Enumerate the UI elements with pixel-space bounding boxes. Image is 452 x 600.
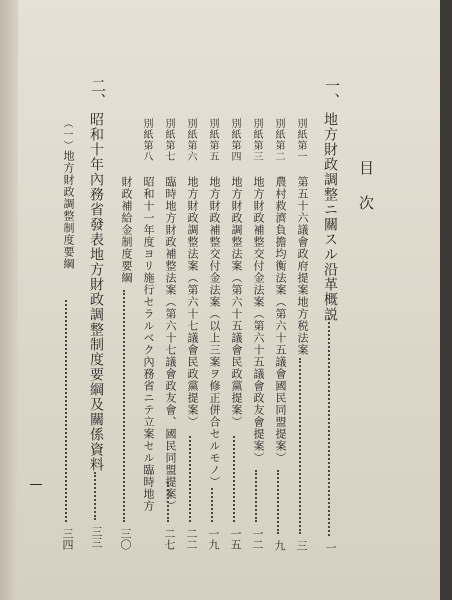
- leader-dots: [189, 436, 191, 522]
- item-8-text-cont: 財政補給金制度要綱: [120, 176, 133, 284]
- item-2-text: 農村救濟負擔均衡法案（第六十五議會國民同盟提案）: [274, 176, 287, 464]
- item-1-page: 三: [295, 540, 308, 551]
- leader-dots: [277, 470, 279, 534]
- leader-dots: [233, 436, 235, 522]
- item-7-page: 二七: [163, 528, 176, 550]
- section-2-heading: 昭和十年內務省發表地方財政調整制度要綱及關係資料: [88, 112, 104, 472]
- subitem-1-page: 三四: [61, 528, 74, 550]
- section-1-numeral: 一、: [323, 78, 341, 108]
- item-6-label: 別紙第六: [185, 118, 196, 162]
- item-2-label: 別紙第二: [273, 118, 284, 162]
- item-8-text: 昭和十一年度ヨリ施行セラルベク內務省ニテ立案セル臨時地方: [142, 176, 155, 512]
- subitem-1-label: （一）: [61, 118, 72, 151]
- leader-dots: [211, 488, 213, 522]
- section-2-numeral: 二、: [89, 78, 107, 108]
- section-1-page: 一: [324, 542, 337, 553]
- item-5-page: 一九: [207, 528, 220, 550]
- item-1-text: 第五十六議會政府提案地方税法案: [296, 176, 309, 356]
- item-1-label: 別紙第一: [295, 118, 306, 162]
- item-5-text: 地方財政補整交付金法案（以上三案ヲ修正併合セルモノ）: [208, 176, 221, 488]
- leader-dots: [167, 482, 169, 522]
- item-2-page: 九: [273, 540, 286, 551]
- item-3-label: 別紙第三: [251, 118, 262, 162]
- item-4-text: 地方財政調整法案（第六十五議會民政黨提案）: [230, 176, 243, 428]
- page-title: 目次: [357, 160, 375, 230]
- item-7-label: 別紙第七: [163, 118, 174, 162]
- leader-dots: [94, 472, 96, 520]
- leader-dots: [255, 470, 257, 522]
- item-6-page: 二二: [185, 528, 198, 550]
- item-8-page: 三〇: [119, 528, 132, 550]
- item-3-text: 地方財政補整交付金法案（第六十五議會政友會提案）: [252, 176, 265, 464]
- page-mark: [30, 484, 42, 485]
- leader-dots: [123, 290, 125, 522]
- item-7-text: 臨時地方財政補整法案（第六十七議會政友會、國民同盟提案）: [164, 176, 177, 512]
- item-8-label: 別紙第八: [141, 118, 152, 162]
- leader-dots: [299, 358, 301, 534]
- leader-dots: [65, 300, 67, 522]
- section-1-heading: 地方財政調整ニ關スル沿革概説: [322, 112, 338, 322]
- item-6-text: 地方財政調整法案（第六十七議會民政黨提案）: [186, 176, 199, 428]
- leader-dots: [328, 318, 330, 536]
- book-spine-shadow: [0, 0, 18, 600]
- item-5-label: 別紙第五: [207, 118, 218, 162]
- section-2-page: 三三: [90, 526, 103, 548]
- item-4-page: 一五: [229, 528, 242, 550]
- item-3-page: 一二: [251, 528, 264, 550]
- subitem-1-text: 地方財政調整制度要綱: [62, 150, 75, 270]
- item-4-label: 別紙第四: [229, 118, 240, 162]
